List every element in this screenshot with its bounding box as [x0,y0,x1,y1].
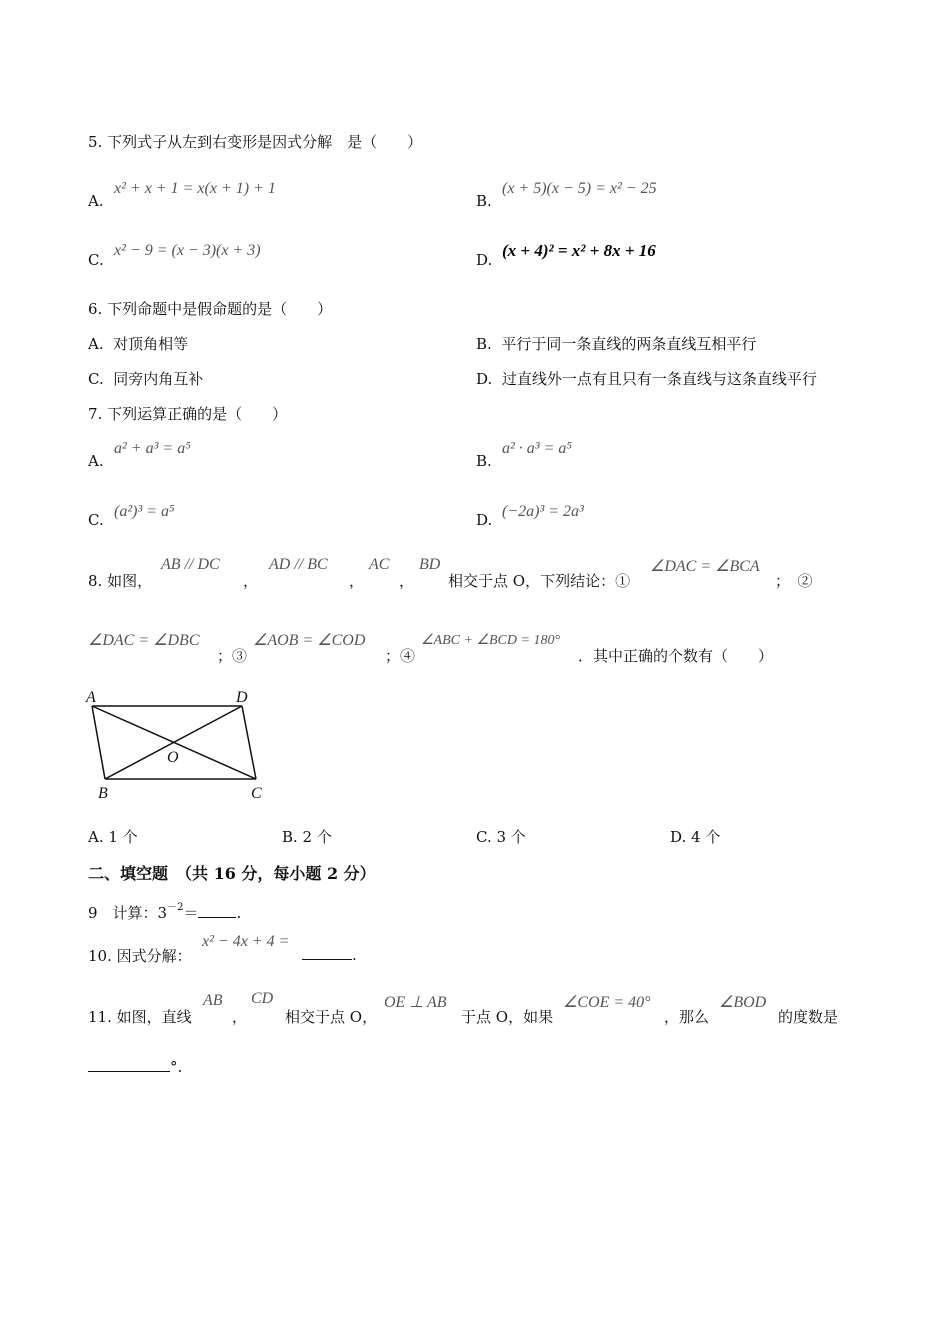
q10-answer [302,945,357,964]
q8-semi-4: ；④ [385,647,416,665]
q8-conclusion-3: ∠AOB = ∠COD [253,632,366,649]
q9-answer-blank[interactable] [198,903,236,918]
figure-label-o: O [167,749,179,766]
q8-conclusion-2: ∠DAC = ∠DBC [88,632,200,649]
q11-expr-cd: CD [251,990,274,1007]
q8-semi-2: ； ② [775,572,813,590]
q7-option-b-label: B. [476,452,492,470]
q8-expr-ab-parallel-dc: AB // DC [161,556,220,573]
q10-expr: x² − 4x + 4 = [202,933,290,950]
q5-stem: 5. 下列式子从左到右变形是因式分解 是（ ） [88,133,423,151]
q7-option-a-label: A. [88,452,104,470]
q8-conclusion-1: ∠DAC = ∠BCA [650,558,760,575]
q8-sep-1: ， [243,572,259,590]
q8-sep-3: ， [399,572,415,590]
q11-expr-oe-perp-ab: OE ⊥ AB [384,994,447,1011]
q9-exponent: －2 [167,902,184,913]
q8-sep-2: ， [349,572,365,590]
q6-option-b [476,333,756,354]
q8-expr-ad-parallel-bc: AD // BC [269,556,328,573]
q6-option-a-text: 对顶角相等 [113,335,189,353]
q7-option-a-expr: a² + a³ = a⁵ [114,440,191,457]
q6-option-c-text: 同旁内角互补 [113,370,204,388]
figure-label-d: D [236,689,248,706]
q11-tail: 的度数是 [778,1008,839,1026]
q6-option-b-text: 平行于同一条直线的两条直线互相平行 [501,335,757,353]
q8-mid: 相交于点 O，下列结论：① [448,572,631,590]
q11-mid3: ，那么 [664,1008,710,1026]
q6-option-c [88,368,203,389]
q11-expr-ab: AB [203,992,223,1009]
figure-label-c: C [251,785,262,802]
q8-semi-3: ；③ [217,647,248,665]
q9-suffix: ＝ [183,904,199,922]
q5-option-a-expr: x² + x + 1 = x(x + 1) + 1 [114,180,276,197]
q5-option-d-expr: (x + 4)² = x² + 8x + 16 [502,241,656,260]
q11-end: °. [170,1058,183,1076]
q8-option-a: A. 1 个 [88,828,138,846]
q11-expr-angle-coe: ∠COE = 40° [563,994,651,1011]
q6-option-c-label: C. [88,370,104,388]
q5-option-b-expr: (x + 5)(x − 5) = x² − 25 [502,180,657,197]
q11-expr-angle-bod: ∠BOD [719,994,767,1011]
q9-prefix: 9 计算：3 [88,904,168,922]
q7-option-c-label: C. [88,511,104,529]
q10-prefix: 10. 因式分解： [88,947,192,965]
q5-option-d-label: D. [476,251,493,269]
q8-tail: ．其中正确的个数有（ ） [578,647,774,665]
q5-option-b-label: B. [476,192,492,210]
q10-answer-blank[interactable] [302,945,352,960]
q6-option-d [476,368,817,389]
q5-option-a-label: A. [88,192,104,210]
q6-option-d-text: 过直线外一点有且只有一条直线与这条直线平行 [501,370,817,388]
q8-conclusion-4: ∠ABC + ∠BCD = 180° [421,633,561,648]
q11-sep: ， [232,1008,248,1026]
figure-edge-dc [242,706,256,779]
q7-option-b-expr: a² · a³ = a⁵ [502,440,572,457]
q8-prefix: 8. 如图， [88,572,153,590]
figure-edge-ba [92,706,105,779]
q6-option-d-label: D. [476,370,493,388]
section-2-heading: 二、填空题 （共 16 分，每小题 2 分） [88,864,376,883]
q6-option-a [88,333,188,354]
q7-option-c-expr: (a²)³ = a⁵ [114,503,175,520]
q10-end: . [352,946,357,964]
q6-option-a-label: A. [88,335,104,353]
q9-line [88,898,241,923]
q11-mid2: 于点 O，如果 [461,1008,554,1026]
q11-prefix: 11. 如图，直线 [88,1008,192,1026]
figure-label-a: A [86,689,96,706]
q6-option-b-label: B. [476,335,492,353]
q8-option-c: C. 3 个 [476,828,526,846]
q8-parallelogram-figure [80,682,280,807]
q5-option-c-label: C. [88,251,104,269]
q8-option-d: D. 4 个 [670,828,721,846]
q7-option-d-label: D. [476,511,493,529]
q8-option-b: B. 2 个 [282,828,332,846]
q11-answer [88,1057,182,1076]
q6-stem: 6. 下列命题中是假命题的是（ ） [88,300,333,318]
figure-diagonal-bd [105,706,242,779]
q7-stem: 7. 下列运算正确的是（ ） [88,405,288,423]
figure-label-b: B [98,785,108,802]
q5-option-c-expr: x² − 9 = (x − 3)(x + 3) [114,242,261,259]
q11-answer-blank[interactable] [88,1057,170,1072]
q11-mid: 相交于点 O， [285,1008,378,1026]
q9-end: . [236,904,242,922]
q8-expr-ac: AC [369,556,390,573]
q7-option-d-expr: (−2a)³ = 2a³ [502,503,584,520]
q8-expr-bd: BD [419,556,441,573]
